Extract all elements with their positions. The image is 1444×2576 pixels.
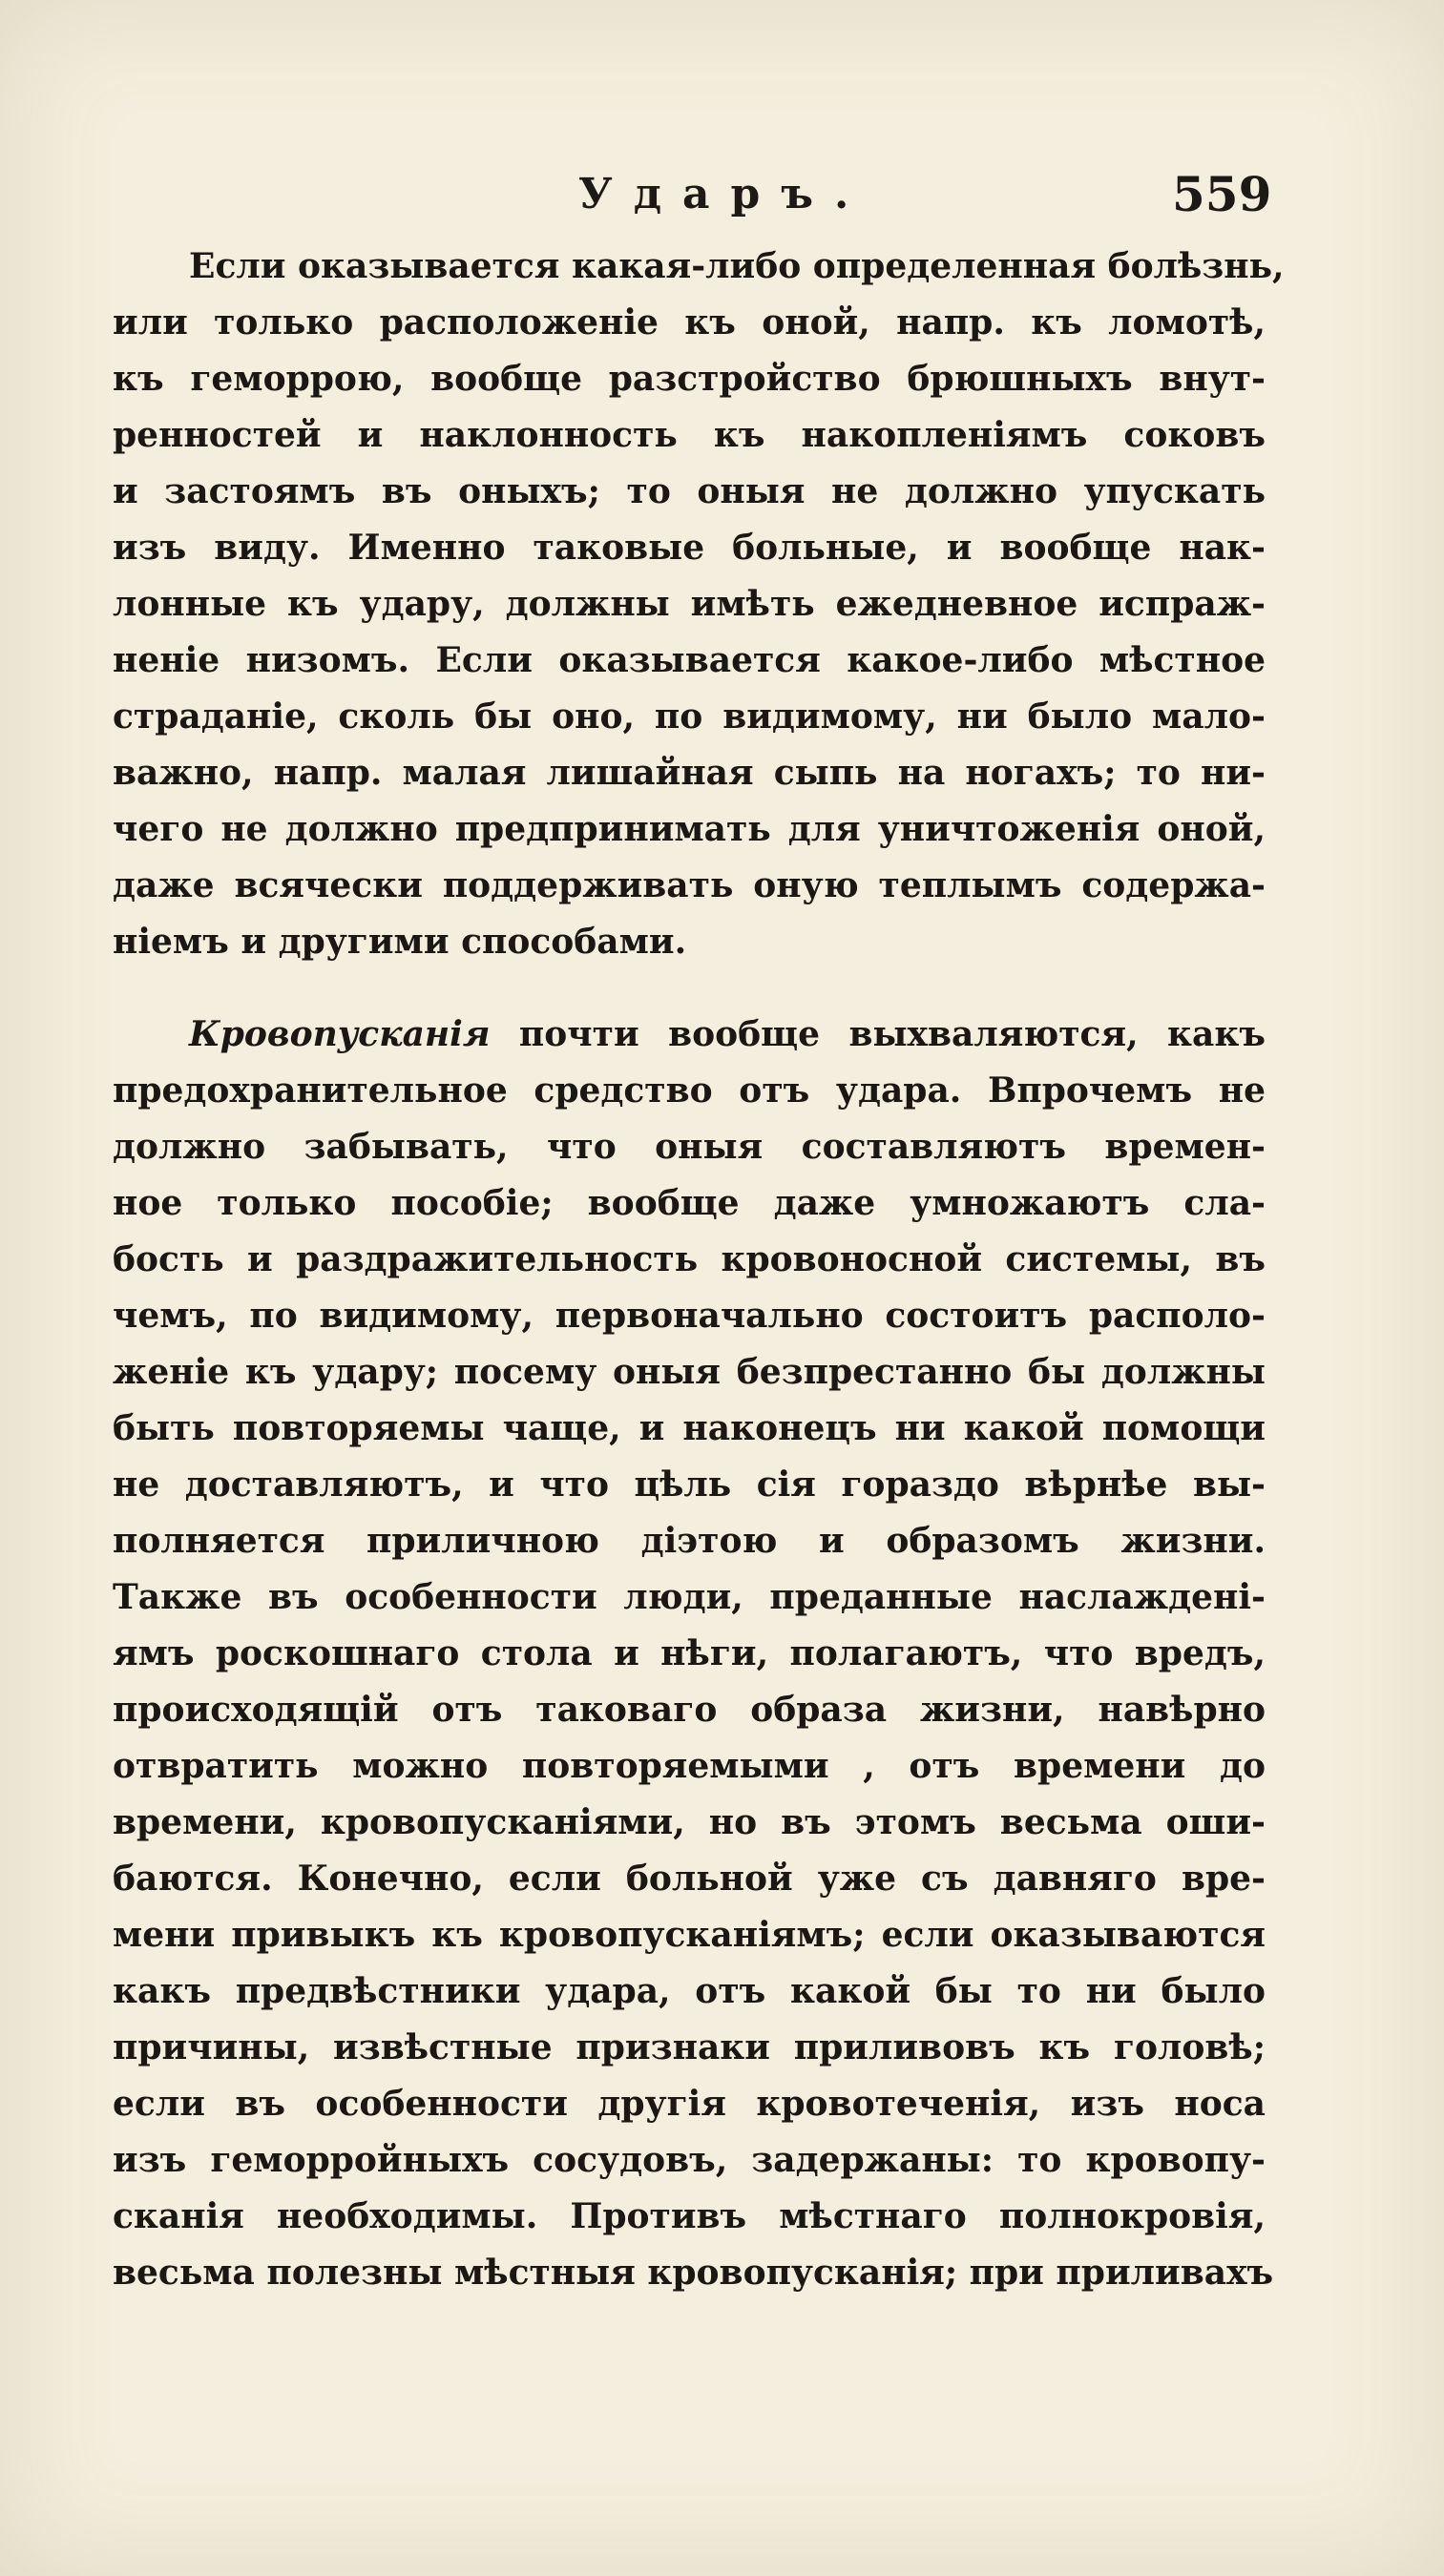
- text-line: ніемъ и другими способами.: [113, 922, 687, 962]
- paragraph-1: [113, 239, 1285, 970]
- text-line: чего не должно предпринимать для уничтоженія оной,: [113, 809, 1266, 849]
- text-line: быть повторяемы чаще, и наконецъ ни какой помощи: [113, 1408, 1266, 1448]
- running-head: Ударъ.: [578, 170, 870, 218]
- text-line: неніе низомъ. Если оказывается какое-либо мѣстное: [113, 640, 1266, 680]
- text-line: женіе къ удару; посему оныя безпрестанно бы должны: [113, 1352, 1266, 1392]
- text-line: и застоямъ въ оныхъ; то оныя не должно упускать: [113, 471, 1266, 511]
- text-line: мени привыкъ къ кровопусканіямъ; если оказываются: [113, 1915, 1266, 1955]
- text-line: изъ виду. Именно таковые больные, и вообще нак-: [113, 528, 1266, 568]
- text-line: ренностей и наклонность къ накопленіямъ соковъ: [113, 415, 1266, 455]
- text-line: весьма полезны мѣстныя кровопусканія; при приливахъ: [113, 2253, 1274, 2293]
- text-line: предохранительное средство отъ удара. Впрочемъ не: [113, 1070, 1266, 1111]
- text-line: или только расположеніе къ оной, напр. къ ломотѣ,: [113, 302, 1266, 343]
- italic-term: Кровопусканія: [189, 1014, 491, 1054]
- page-header: [0, 166, 1444, 237]
- text-line: Если оказывается какая-либо определенная болѣзнь,: [189, 246, 1285, 286]
- text-line: сканія необходимы. Противъ мѣстнаго полнокровія,: [113, 2196, 1266, 2236]
- text-line: [113, 1007, 1266, 1063]
- text-line: не доставляютъ, и что цѣль сія гораздо вѣрнѣе вы-: [113, 1465, 1266, 1505]
- text-line: страданіе, сколь бы оно, по видимому, ни было мало-: [113, 696, 1266, 737]
- text-line: происходящій отъ таковаго образа жизни, навѣрно: [113, 1690, 1266, 1730]
- text-line-rest: почти вообще выхваляются, какъ: [490, 1014, 1266, 1054]
- text-line: ямъ роскошнаго стола и нѣги, полагаютъ, что вредъ,: [113, 1633, 1266, 1673]
- text-line: если въ особенности другія кровотеченія, изъ носа: [113, 2084, 1266, 2124]
- text-line: полняется приличною діэтою и образомъ жизни.: [113, 1521, 1266, 1561]
- text-line: ное только пособіе; вообще даже умножаютъ сла-: [113, 1183, 1266, 1223]
- text-line: бость и раздражительность кровоносной системы, въ: [113, 1239, 1266, 1279]
- text-line: чемъ, по видимому, первоначально состоитъ располо-: [113, 1296, 1266, 1336]
- text-line: причины, извѣстные признаки приливовъ къ головѣ;: [113, 2027, 1266, 2067]
- page-number: 559: [1172, 166, 1272, 222]
- text-line: даже всячески поддерживать оную теплымъ содержа-: [113, 865, 1266, 905]
- paragraph-2: [113, 1007, 1274, 2301]
- body-text: [113, 239, 1285, 2301]
- text-line: какъ предвѣстники удара, отъ какой бы то ни было: [113, 1971, 1266, 2011]
- text-line: Также въ особенности люди, преданные наслаждені-: [113, 1577, 1266, 1617]
- text-line: изъ геморройныхъ сосудовъ, задержаны: то кровопу-: [113, 2140, 1266, 2180]
- text-line: должно забывать, что оныя составляютъ времен-: [113, 1127, 1266, 1167]
- text-line: времени, кровопусканіями, но въ этомъ весьма оши-: [113, 1802, 1266, 1842]
- text-line: баются. Конечно, если больной уже съ давняго вре-: [113, 1859, 1266, 1899]
- text-line: лонные къ удару, должны имѣть ежедневное испраж-: [113, 584, 1266, 624]
- text-line: важно, напр. малая лишайная сыпь на ногахъ; то ни-: [113, 753, 1266, 793]
- text-line: къ геморрою, вообще разстройство брюшныхъ внут-: [113, 359, 1266, 399]
- paragraph-gap: [113, 970, 1266, 1007]
- text-line: отвратить можно повторяемыми , отъ времени до: [113, 1746, 1266, 1786]
